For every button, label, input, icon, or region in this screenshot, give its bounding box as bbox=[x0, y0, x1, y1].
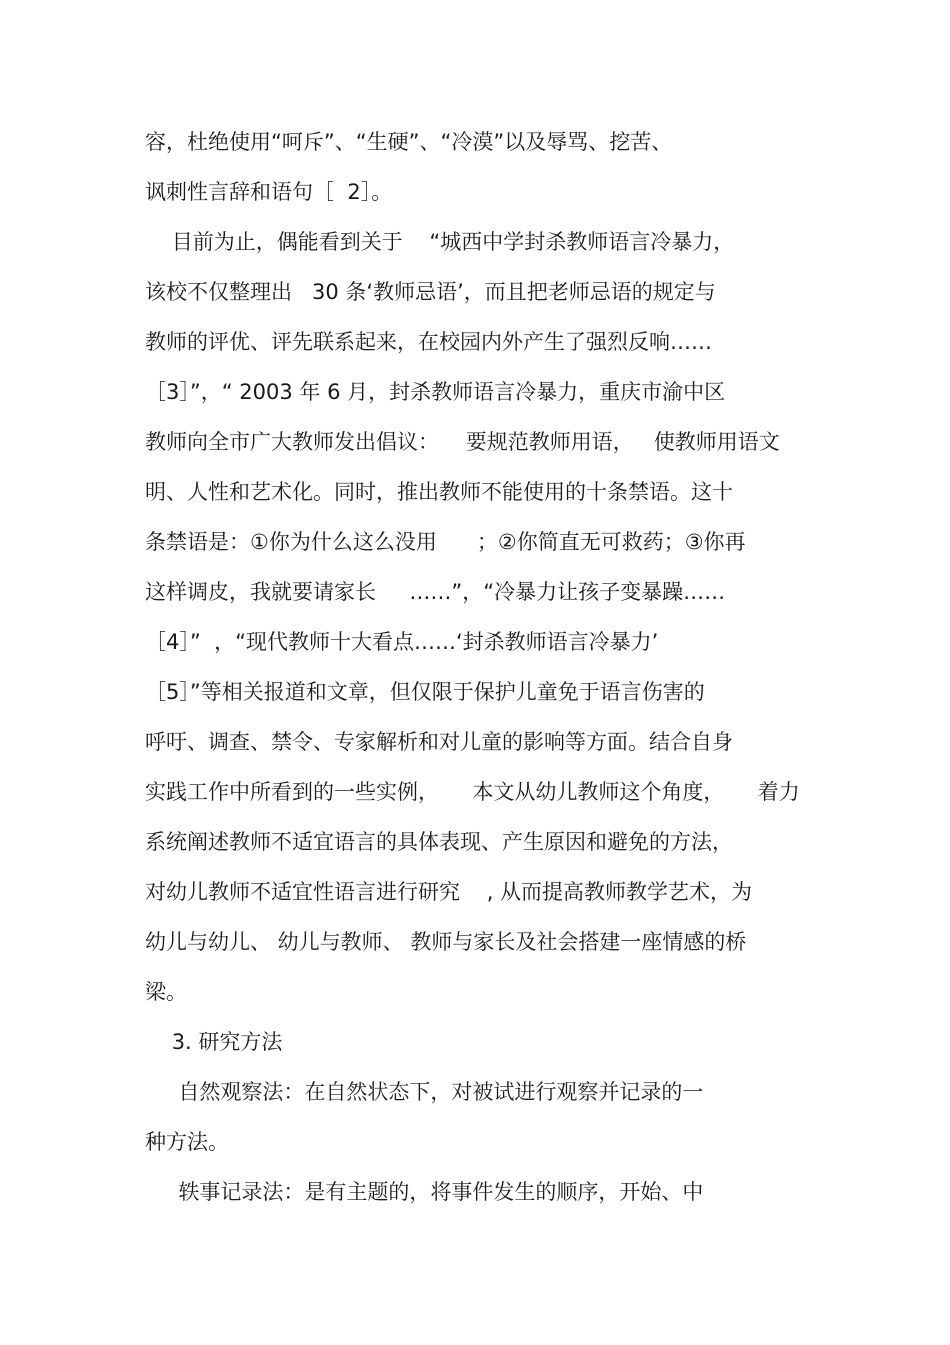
text-line: 呼吁、调查、禁令、专家解析和对儿童的影响等方面。结合自身 bbox=[145, 730, 733, 754]
text-line: 系统阐述教师不适宜语言的具体表现、产生原因和避免的方法， bbox=[145, 830, 733, 854]
text-line: 容，杜绝使用“呵斥”、“生硬”、“冷漠”以及辱骂、挖苦、 bbox=[145, 130, 673, 154]
text-line: 条禁语是：①你为什么这么没用 ；②你简直无可救药；③你再 bbox=[145, 530, 746, 554]
text-line: ［5］”等相关报道和文章，但仅限于保护儿童免于语言伤害的 bbox=[145, 680, 705, 704]
text-line: 教师的评优、评先联系起来，在校园内外产生了强烈反响…… bbox=[145, 330, 712, 354]
text-line: 实践工作中所看到的一些实例， 本文从幼儿教师这个角度， 着力 bbox=[145, 780, 800, 804]
text-line: ［4］” ，“现代教师十大看点……‘封杀教师语言冷暴力’ bbox=[145, 630, 659, 654]
text-line: 幼儿与幼儿、 幼儿与教师、 教师与家长及社会搭建一座情感的桥 bbox=[145, 930, 747, 954]
text-line: 明、人性和艺术化。同时，推出教师不能使用的十条禁语。这十 bbox=[145, 480, 733, 504]
text-line: 教师向全市广大教师发出倡议： 要规范教师用语， 使教师用语文 bbox=[145, 430, 780, 454]
text-line: 自然观察法：在自然状态下，对被试进行观察并记录的一 bbox=[145, 1080, 704, 1104]
text-line: 梁。 bbox=[145, 980, 187, 1004]
text-line: 种方法。 bbox=[145, 1130, 229, 1154]
text-line: 该校不仅整理出 30 条‘教师忌语’，而且把老师忌语的规定与 bbox=[145, 280, 716, 304]
text-line: 这样调皮，我就要请家长 ……”，“冷暴力让孩子变暴躁…… bbox=[145, 580, 726, 604]
text-line: 对幼儿教师不适宜性语言进行研究 , 从而提高教师教学艺术，为 bbox=[145, 880, 753, 904]
text-line: 轶事记录法：是有主题的，将事件发生的顺序，开始、中 bbox=[145, 1180, 704, 1204]
text-line: ［3］”，“ 2003 年 6 月，封杀教师语言冷暴力，重庆市渝中区 bbox=[145, 380, 726, 404]
text-line: 目前为止，偶能看到关于 “城西中学封杀教师语言冷暴力， bbox=[145, 230, 735, 254]
section-heading: 3. 研究方法 bbox=[145, 1030, 283, 1054]
text-line: 讽刺性言辞和语句［ 2］。 bbox=[145, 180, 393, 204]
